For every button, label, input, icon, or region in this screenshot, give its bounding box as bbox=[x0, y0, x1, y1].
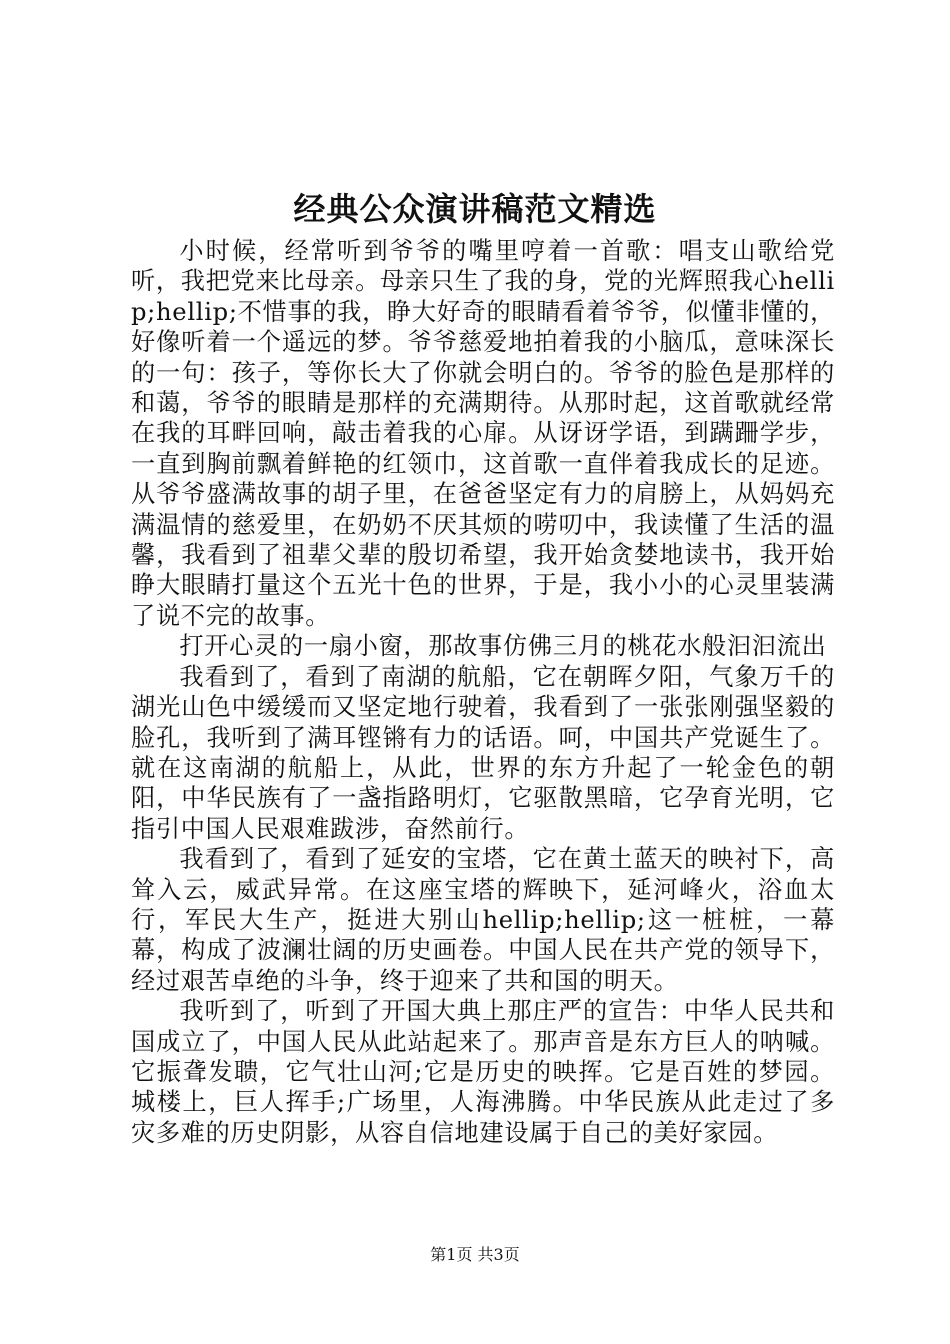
paragraph: 我听到了，听到了开国大典上那庄严的宣告：中华人民共和国成立了，中国人民从此站起来了。那声音是东方巨人的呐喊。它振聋发聩，它气壮山河;它是历史的映挥。它是百姓的梦园。城楼上，巨人挥手;广场里，人海沸腾。中华民族从此走过了多灾多难的历史阴影，从容自信地建设属于自己的美好家园。 bbox=[131, 997, 835, 1147]
paragraph: 小时候，经常听到爷爷的嘴里哼着一首歌：唱支山歌给党听，我把党来比母亲。母亲只生了我的身，党的光辉照我心hellip;hellip;不惜事的我，睁大好奇的眼睛看着爷爷，似懂非懂的，好像听着一个遥远的梦。爷爷慈爱地拍着我的小脑瓜，意味深长的一句：孩子，等你长大了你就会明白的。爷爷的脸色是那样的和蔼，爷爷的眼睛是那样的充满期待。从那时起，这首歌就经常在我的耳畔回响，敲击着我的心扉。从讶讶学语，到蹒跚学步，一直到胸前飘着鲜艳的红领巾，这首歌一直伴着我成长的足迹。从爷爷盛满故事的胡子里，在爸爸坚定有力的肩膀上，从妈妈充满温情的慈爱里，在奶奶不厌其烦的唠叨中，我读懂了生活的温馨，我看到了祖辈父辈的殷切希望，我开始贪婪地读书，我开始睁大眼睛打量这个五光十色的世界，于是，我小小的心灵里装满了说不完的故事。 bbox=[131, 237, 835, 630]
paragraph: 我看到了，看到了延安的宝塔，它在黄土蓝天的映衬下，高耸入云，威武异常。在这座宝塔的辉映下，延河峰火，浴血太行，军民大生产，挺进大别山hellip;hellip;这一桩桩，一幕幕，构成了波澜壮阔的历史画卷。中国人民在共产党的领导下，经过艰苦卓绝的斗争，终于迎来了共和国的明天。 bbox=[131, 845, 835, 995]
page-number-footer: 第1页 共3页 bbox=[430, 1245, 520, 1264]
paragraph: 我看到了，看到了南湖的航船，它在朝晖夕阳，气象万千的湖光山色中缓缓而又坚定地行驶着，我看到了一张张刚强坚毅的脸孔，我听到了满耳铿锵有力的话语。呵，中国共产党诞生了。就在这南湖的航船上，从此，世界的东方升起了一轮金色的朝阳，中华民族有了一盏指路明灯，它驱散黑暗，它孕育光明，它指引中国人民艰难跋涉，奋然前行。 bbox=[131, 662, 835, 843]
document-title: 经典公众演讲稿范文精选 bbox=[293, 190, 657, 228]
paragraph: 打开心灵的一扇小窗，那故事仿佛三月的桃花水般汩汩流出 bbox=[179, 632, 827, 661]
document-body bbox=[131, 236, 835, 1148]
